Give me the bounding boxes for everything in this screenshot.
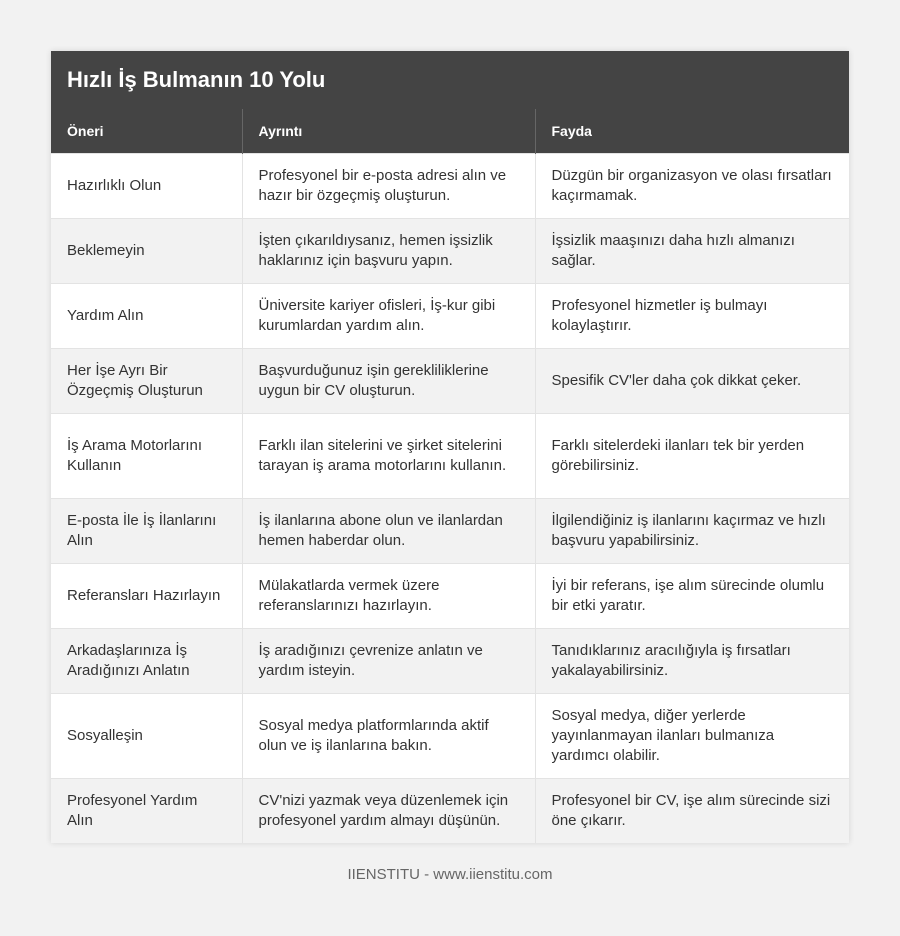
- cell-ayrinti: İşten çıkarıldıysanız, hemen işsizlik haklarınız için başvuru yapın.: [242, 218, 535, 283]
- cell-oneri: Hazırlıklı Olun: [51, 153, 242, 218]
- column-header-ayrinti: Ayrıntı: [242, 109, 535, 153]
- table-row: [51, 693, 849, 778]
- cell-fayda: İyi bir referans, işe alım sürecinde olumlu bir etki yaratır.: [535, 563, 849, 628]
- cell-fayda: Profesyonel hizmetler iş bulmayı kolaylaştırır.: [535, 283, 849, 348]
- table-title: Hızlı İş Bulmanın 10 Yolu: [51, 51, 849, 109]
- table-row: [51, 778, 849, 843]
- cell-ayrinti: Mülakatlarda vermek üzere referanslarınızı hazırlayın.: [242, 563, 535, 628]
- table-row: [51, 563, 849, 628]
- cell-ayrinti: İş aradığınızı çevrenize anlatın ve yardım isteyin.: [242, 628, 535, 693]
- cell-ayrinti: Profesyonel bir e-posta adresi alın ve hazır bir özgeçmiş oluşturun.: [242, 153, 535, 218]
- cell-fayda: Düzgün bir organizasyon ve olası fırsatları kaçırmamak.: [535, 153, 849, 218]
- table-row: [51, 348, 849, 413]
- cell-oneri: Yardım Alın: [51, 283, 242, 348]
- cell-ayrinti: İş ilanlarına abone olun ve ilanlardan hemen haberdar olun.: [242, 498, 535, 563]
- table-row: [51, 283, 849, 348]
- table-card: [51, 51, 849, 843]
- cell-fayda: İşsizlik maaşınızı daha hızlı almanızı sağlar.: [535, 218, 849, 283]
- header-row: [51, 109, 849, 153]
- cell-ayrinti: Üniversite kariyer ofisleri, İş-kur gibi kurumlardan yardım alın.: [242, 283, 535, 348]
- cell-ayrinti: CV'nizi yazmak veya düzenlemek için profesyonel yardım almayı düşünün.: [242, 778, 535, 843]
- cell-ayrinti: Başvurduğunuz işin gerekliliklerine uygun bir CV oluşturun.: [242, 348, 535, 413]
- cell-oneri: Arkadaşlarınıza İş Aradığınızı Anlatın: [51, 628, 242, 693]
- cell-oneri: E-posta İle İş İlanlarını Alın: [51, 498, 242, 563]
- table-row: [51, 218, 849, 283]
- cell-fayda: Farklı sitelerdeki ilanları tek bir yerden görebilirsiniz.: [535, 413, 849, 498]
- cell-fayda: Profesyonel bir CV, işe alım sürecinde sizi öne çıkarır.: [535, 778, 849, 843]
- cell-oneri: İş Arama Motorlarını Kullanın: [51, 413, 242, 498]
- table-row: [51, 153, 849, 218]
- cell-fayda: Spesifik CV'ler daha çok dikkat çeker.: [535, 348, 849, 413]
- cell-oneri: Profesyonel Yardım Alın: [51, 778, 242, 843]
- cell-oneri: Her İşe Ayrı Bir Özgeçmiş Oluşturun: [51, 348, 242, 413]
- cell-ayrinti: Sosyal medya platformlarında aktif olun ve iş ilanlarına bakın.: [242, 693, 535, 778]
- footer-credit: IIENSTITU - www.iienstitu.com: [347, 866, 553, 883]
- table-row: [51, 498, 849, 563]
- column-header-fayda: Fayda: [535, 109, 849, 153]
- cell-ayrinti: Farklı ilan sitelerini ve şirket sitelerini tarayan iş arama motorlarını kullanın.: [242, 413, 535, 498]
- table-row: [51, 628, 849, 693]
- cell-fayda: Tanıdıklarınız aracılığıyla iş fırsatları yakalayabilirsiniz.: [535, 628, 849, 693]
- cell-fayda: Sosyal medya, diğer yerlerde yayınlanmayan ilanları bulmanıza yardımcı olabilir.: [535, 693, 849, 778]
- table-row: [51, 413, 849, 498]
- tips-table: [51, 109, 849, 843]
- cell-oneri: Referansları Hazırlayın: [51, 563, 242, 628]
- cell-fayda: İlgilendiğiniz iş ilanlarını kaçırmaz ve hızlı başvuru yapabilirsiniz.: [535, 498, 849, 563]
- cell-oneri: Beklemeyin: [51, 218, 242, 283]
- column-header-oneri: Öneri: [51, 109, 242, 153]
- cell-oneri: Sosyalleşin: [51, 693, 242, 778]
